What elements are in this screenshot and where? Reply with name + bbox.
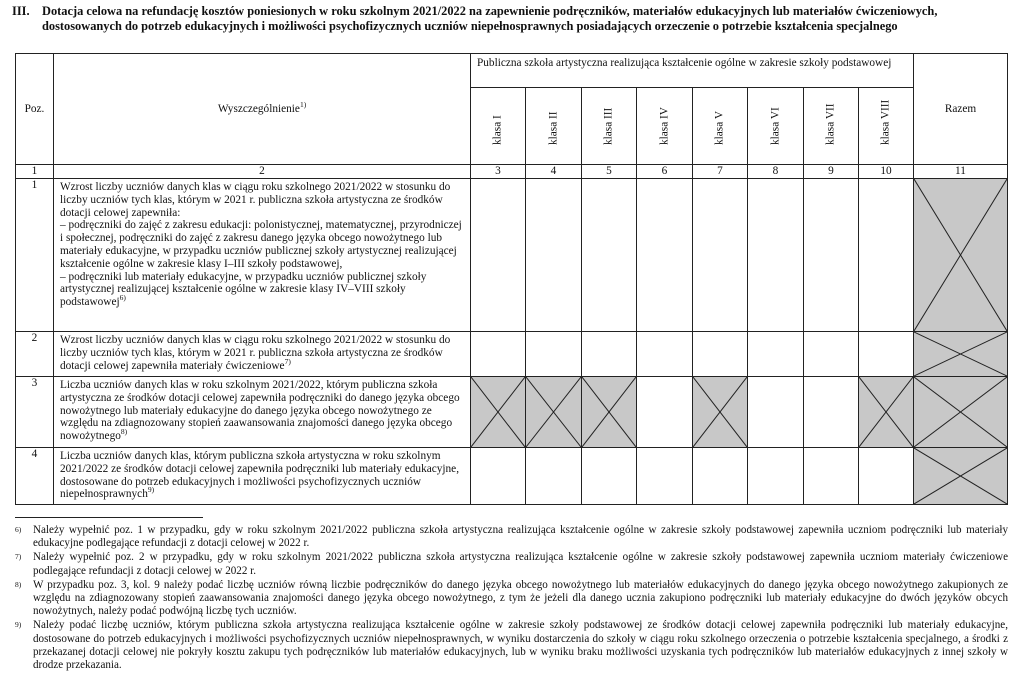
input-cell[interactable] [637, 332, 693, 377]
input-cell[interactable] [748, 377, 804, 448]
cross-mark-icon [859, 377, 913, 447]
input-cell[interactable] [804, 377, 859, 448]
input-cell[interactable] [637, 377, 693, 448]
header-class-5 [693, 88, 748, 165]
col-number: 4 [526, 165, 582, 179]
row-description-text: Wzrost liczby uczniów danych klas w ciągu roku szkolnego 2021/2022 w stosunku do liczby uczniów tych klas, którym w 2021 r. publiczna szkoła artystyczna ze środków dotacji celowej zapewniła: – podręczniki do zajęć z zakresu edukacji: polonistycznej, matematycznej, przyrodniczej i społecznej, podręczniki do zajęć z zakresu danego języka obcego nowożytnego lub materiały edukacyjne, w przypadku uczniów publicznej szkoły artystycznej realizującej kształcenie ogólne w zakresie klasy I–III szkoły podstawowej, – podręczniki lub materiały edukacyjne, w przypadku uczniów publicznej szkoły artystycznej realizującej kształcenie ogólne w zakresie klasy IV–VIII szkoły podstawowej [60, 181, 462, 309]
input-cell[interactable] [693, 179, 748, 332]
footnotes [15, 524, 1008, 673]
input-cell[interactable] [582, 448, 637, 505]
input-cell[interactable] [637, 448, 693, 505]
footnote-text: W przypadku poz. 3, kol. 9 należy podać liczbę uczniów równą liczbie podręczników do danego języka obcego nowożytnego lub materiałów edukacyjnych do danego języka obcego nowożytnego zakupionych ze względu na zdiagnozowany stopień zaawansowania znajomości danego języka obcego nowożytnego, z tym że jeżeli dla danego ucznia zakupiono podręczniki lub materiały edukacyjne do dwóch języków obcych nowożytnych, należy podać podwójną liczbę tych uczniów. [33, 578, 1008, 618]
header-class-3 [582, 88, 637, 165]
cross-mark-icon [582, 377, 636, 447]
crossed-cell [914, 179, 1008, 332]
input-cell[interactable] [859, 448, 914, 505]
class-label: klasa III [602, 107, 615, 146]
refund-table [15, 53, 1008, 505]
col-number: 9 [804, 165, 859, 179]
footnote-ref: 9) [147, 485, 155, 495]
table-row [16, 179, 1008, 332]
col-number: 8 [748, 165, 804, 179]
input-cell[interactable] [859, 179, 914, 332]
footnote-text: Należy wypełnić poz. 1 w przypadku, gdy w roku szkolnym 2021/2022 publiczna szkoła artystyczna realizująca kształcenie ogólne w zakresie szkoły podstawowej zapewniła uczniom podręczniki lub materiały edukacyjne podlegające refundacji z dotacji celowej w 2022 r. [33, 524, 1008, 550]
footnote-text: Należy wypełnić poz. 2 w przypadku, gdy w roku szkolnym 2021/2022 publiczna szkoła artystyczna realizująca kształcenie ogólne w zakresie szkoły podstawowej zapewniła uczniom materiały ćwiczeniowe podlegające refundacji z dotacji celowej w 2022 r. [33, 551, 1008, 577]
input-cell[interactable] [526, 448, 582, 505]
footnote-mark: 7) [15, 552, 22, 562]
col-number: 7 [693, 165, 748, 179]
column-number-row [16, 165, 1008, 179]
section-title: Dotacja celowa na refundację kosztów poniesionych w roku szkolnym 2021/2022 na zapewnienie podręczników, materiałów edukacyjnych lub materiałów ćwiczeniowych, dostosowanych do potrzeb edukacyjnych i możliwości psychofizycznych uczniów niepełnosprawnych posiadających orzeczenie o potrzebie kształcenia specjalnego [42, 4, 938, 33]
header-public-school: Publiczna szkoła artystyczna realizująca kształcenie ogólne w zakresie szkoły podstawowej [471, 54, 914, 88]
header-class-2 [526, 88, 582, 165]
col-number: 10 [859, 165, 914, 179]
cross-mark-icon [526, 377, 581, 447]
crossed-cell [471, 377, 526, 448]
cross-mark-icon [914, 332, 1007, 376]
input-cell[interactable] [582, 179, 637, 332]
col-number: 2 [54, 165, 471, 179]
input-cell[interactable] [748, 332, 804, 377]
row-description-text: Wzrost liczby uczniów danych klas w ciągu roku szkolnego 2021/2022 w stosunku do liczby uczniów tych klas, którym w 2021 r. publiczna szkoła artystyczna ze środków dotacji celowej zapewniła materiały ćwiczeniowe [60, 334, 451, 372]
header-row-1 [16, 54, 1008, 88]
class-label: klasa IV [658, 107, 671, 146]
crossed-cell [526, 377, 582, 448]
input-cell[interactable] [582, 332, 637, 377]
crossed-cell [914, 377, 1008, 448]
cross-mark-icon [914, 377, 1007, 447]
class-label: klasa VIII [879, 99, 892, 146]
input-cell[interactable] [471, 179, 526, 332]
row-description [54, 332, 471, 377]
footnote-mark: 8) [15, 579, 22, 589]
col-number: 3 [471, 165, 526, 179]
input-cell[interactable] [859, 332, 914, 377]
footnote-ref: 1) [299, 99, 307, 109]
class-label: klasa VI [769, 107, 782, 146]
row-description-text: Liczba uczniów danych klas w roku szkolnym 2021/2022, którym publiczna szkoła artystyczna ze środków dotacji celowej zapewniła podręczniki do danego języka obcego nowożytnego lub materiały edukacyjne do danego języka obcego nowożytnego ze względu na zdiagnozowany stopień zaawansowania znajomości danego języka obcego nowożytnego [60, 379, 460, 443]
input-cell[interactable] [804, 332, 859, 377]
header-class-1 [471, 88, 526, 165]
crossed-cell [914, 332, 1008, 377]
col-number: 5 [582, 165, 637, 179]
col-number: 6 [637, 165, 693, 179]
cross-mark-icon [914, 179, 1007, 331]
cross-mark-icon [693, 377, 747, 447]
input-cell[interactable] [471, 448, 526, 505]
class-label: klasa VII [824, 103, 837, 146]
header-poz: Poz. [16, 54, 54, 165]
footnote-mark: 6) [15, 525, 22, 534]
input-cell[interactable] [804, 179, 859, 332]
crossed-cell [914, 448, 1008, 505]
section-number: III. [12, 4, 30, 18]
footnote-ref: 7) [284, 356, 291, 366]
header-razem: Razem [914, 54, 1008, 165]
row-poz: 4 [16, 448, 54, 505]
input-cell[interactable] [693, 332, 748, 377]
table-row [16, 448, 1008, 505]
header-class-8 [859, 88, 914, 165]
row-description [54, 448, 471, 505]
footnote [15, 524, 1008, 550]
cross-mark-icon [914, 448, 1007, 504]
crossed-cell [693, 377, 748, 448]
input-cell[interactable] [526, 332, 582, 377]
row-poz: 3 [16, 377, 54, 448]
header-wyszczegolnienie-text: Wyszczególnienie [217, 102, 300, 115]
class-label: klasa I [491, 115, 504, 146]
footnote [15, 579, 1008, 619]
row-description [54, 179, 471, 332]
class-label: klasa V [713, 111, 726, 146]
footnote-ref: 8) [120, 427, 128, 437]
col-number: 1 [16, 165, 54, 179]
header-wyszczegolnienie [54, 54, 471, 165]
header-class-7 [804, 88, 859, 165]
class-label: klasa II [547, 111, 560, 146]
input-cell[interactable] [804, 448, 859, 505]
footnote-text: Należy podać liczbę uczniów, którym publiczna szkoła artystyczna realizująca kształcenie ogólne w zakresie szkoły podstawowej ze środków dotacji celowej zapewniła podręczniki lub materiały edukacyjne, dostosowane do potrzeb edukacyjnych i możliwości psychofizycznych uczniów niepełnosprawnych, w wyniku dostarczenia do szkoły w ciągu roku szkolnego orzeczenia o potrzebie kształcenia specjalnego, a środki z przekazanej dotacji celowej nie pokryły kosztu zakupu tych podręczników lub materiałów edukacyjnych, lub w wyniku braku możliwości uzyskania tych podręczników lub materiałów edukacyjnych z innej szkoły w drodze przekazania. [33, 619, 1008, 672]
header-class-6 [748, 88, 804, 165]
row-poz: 2 [16, 332, 54, 377]
row-description-text: Liczba uczniów danych klas, którym publiczna szkoła artystyczna w roku szkolnym 2021/2022 ze środków dotacji celowej zapewniła podręczniki lub materiały edukacyjne, dostosowane do potrzeb edukacyjnych i możliwości psychofizycznych uczniów niepełnosprawnych [60, 450, 460, 501]
input-cell[interactable] [748, 179, 804, 332]
crossed-cell [582, 377, 637, 448]
header-class-4 [637, 88, 693, 165]
input-cell[interactable] [637, 179, 693, 332]
footnote-separator [15, 517, 203, 518]
input-cell[interactable] [471, 332, 526, 377]
crossed-cell [859, 377, 914, 448]
cross-mark-icon [471, 377, 525, 447]
table-row [16, 377, 1008, 448]
input-cell[interactable] [526, 179, 582, 332]
col-number: 11 [914, 165, 1008, 179]
row-description [54, 377, 471, 448]
footnote-mark: 9) [15, 620, 22, 630]
footnote [15, 619, 1008, 672]
footnote-ref: 6) [119, 293, 126, 303]
input-cell[interactable] [693, 448, 748, 505]
row-poz: 1 [16, 179, 54, 332]
footnote [15, 551, 1008, 577]
table-row [16, 332, 1008, 377]
input-cell[interactable] [748, 448, 804, 505]
